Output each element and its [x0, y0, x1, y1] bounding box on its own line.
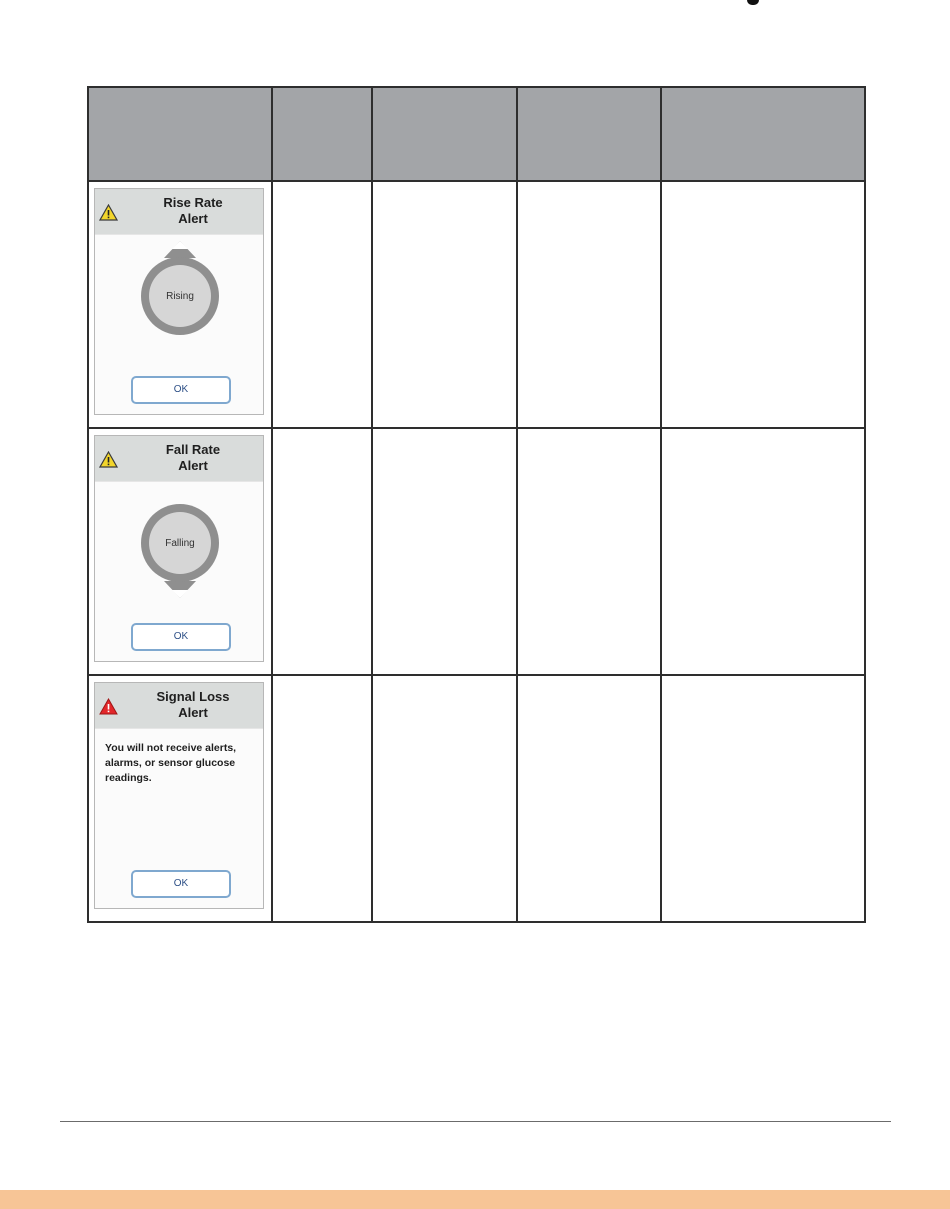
header-cell-4 [517, 87, 661, 181]
alert-header [95, 436, 263, 482]
falling-arrow-icon [135, 486, 225, 606]
warning-triangle-yellow-icon [99, 204, 118, 221]
ok-button[interactable]: OK [131, 623, 231, 651]
screen-cell [88, 675, 272, 922]
table-cell [272, 428, 372, 675]
table-cell [372, 428, 517, 675]
warning-triangle-red-icon [99, 698, 118, 715]
header-cell-3 [372, 87, 517, 181]
table-cell [661, 428, 865, 675]
trend-indicator [135, 486, 225, 606]
signal-loss-alert-screen [94, 682, 264, 909]
table-cell [517, 181, 661, 428]
trend-label: Falling [165, 538, 195, 549]
table-cell [517, 428, 661, 675]
table-cell [372, 675, 517, 922]
table-row [88, 428, 865, 675]
table-row [88, 181, 865, 428]
alert-title: Rise Rate Alert [163, 195, 223, 226]
screen-cell [88, 181, 272, 428]
table-cell [272, 675, 372, 922]
table-cell [661, 181, 865, 428]
alert-message: You will not receive alerts, alarms, or sensor glucose readings. [105, 742, 237, 784]
table-cell [517, 675, 661, 922]
ok-button[interactable]: OK [131, 376, 231, 404]
table-cell [272, 181, 372, 428]
alerts-table [87, 86, 866, 923]
alert-header [95, 683, 263, 729]
rise-rate-alert-screen [94, 188, 264, 415]
top-corner-mark [747, 0, 759, 5]
alert-title: Fall Rate Alert [165, 442, 221, 473]
header-cell-5 [661, 87, 865, 181]
footer-divider [60, 1121, 891, 1122]
fall-rate-alert-screen [94, 435, 264, 662]
table-cell [372, 181, 517, 428]
ok-button[interactable]: OK [131, 870, 231, 898]
header-cell-screen [88, 87, 272, 181]
alert-title: Signal Loss Alert [156, 689, 230, 720]
rising-arrow-icon [135, 239, 225, 359]
footer-band [0, 1190, 950, 1209]
table-row [88, 675, 865, 922]
warning-triangle-yellow-icon [99, 451, 118, 468]
table-cell [661, 675, 865, 922]
alert-header [95, 189, 263, 235]
trend-indicator [135, 239, 225, 359]
trend-label: Rising [166, 291, 194, 302]
screen-cell [88, 428, 272, 675]
table-header-row [88, 87, 865, 181]
header-cell-2 [272, 87, 372, 181]
